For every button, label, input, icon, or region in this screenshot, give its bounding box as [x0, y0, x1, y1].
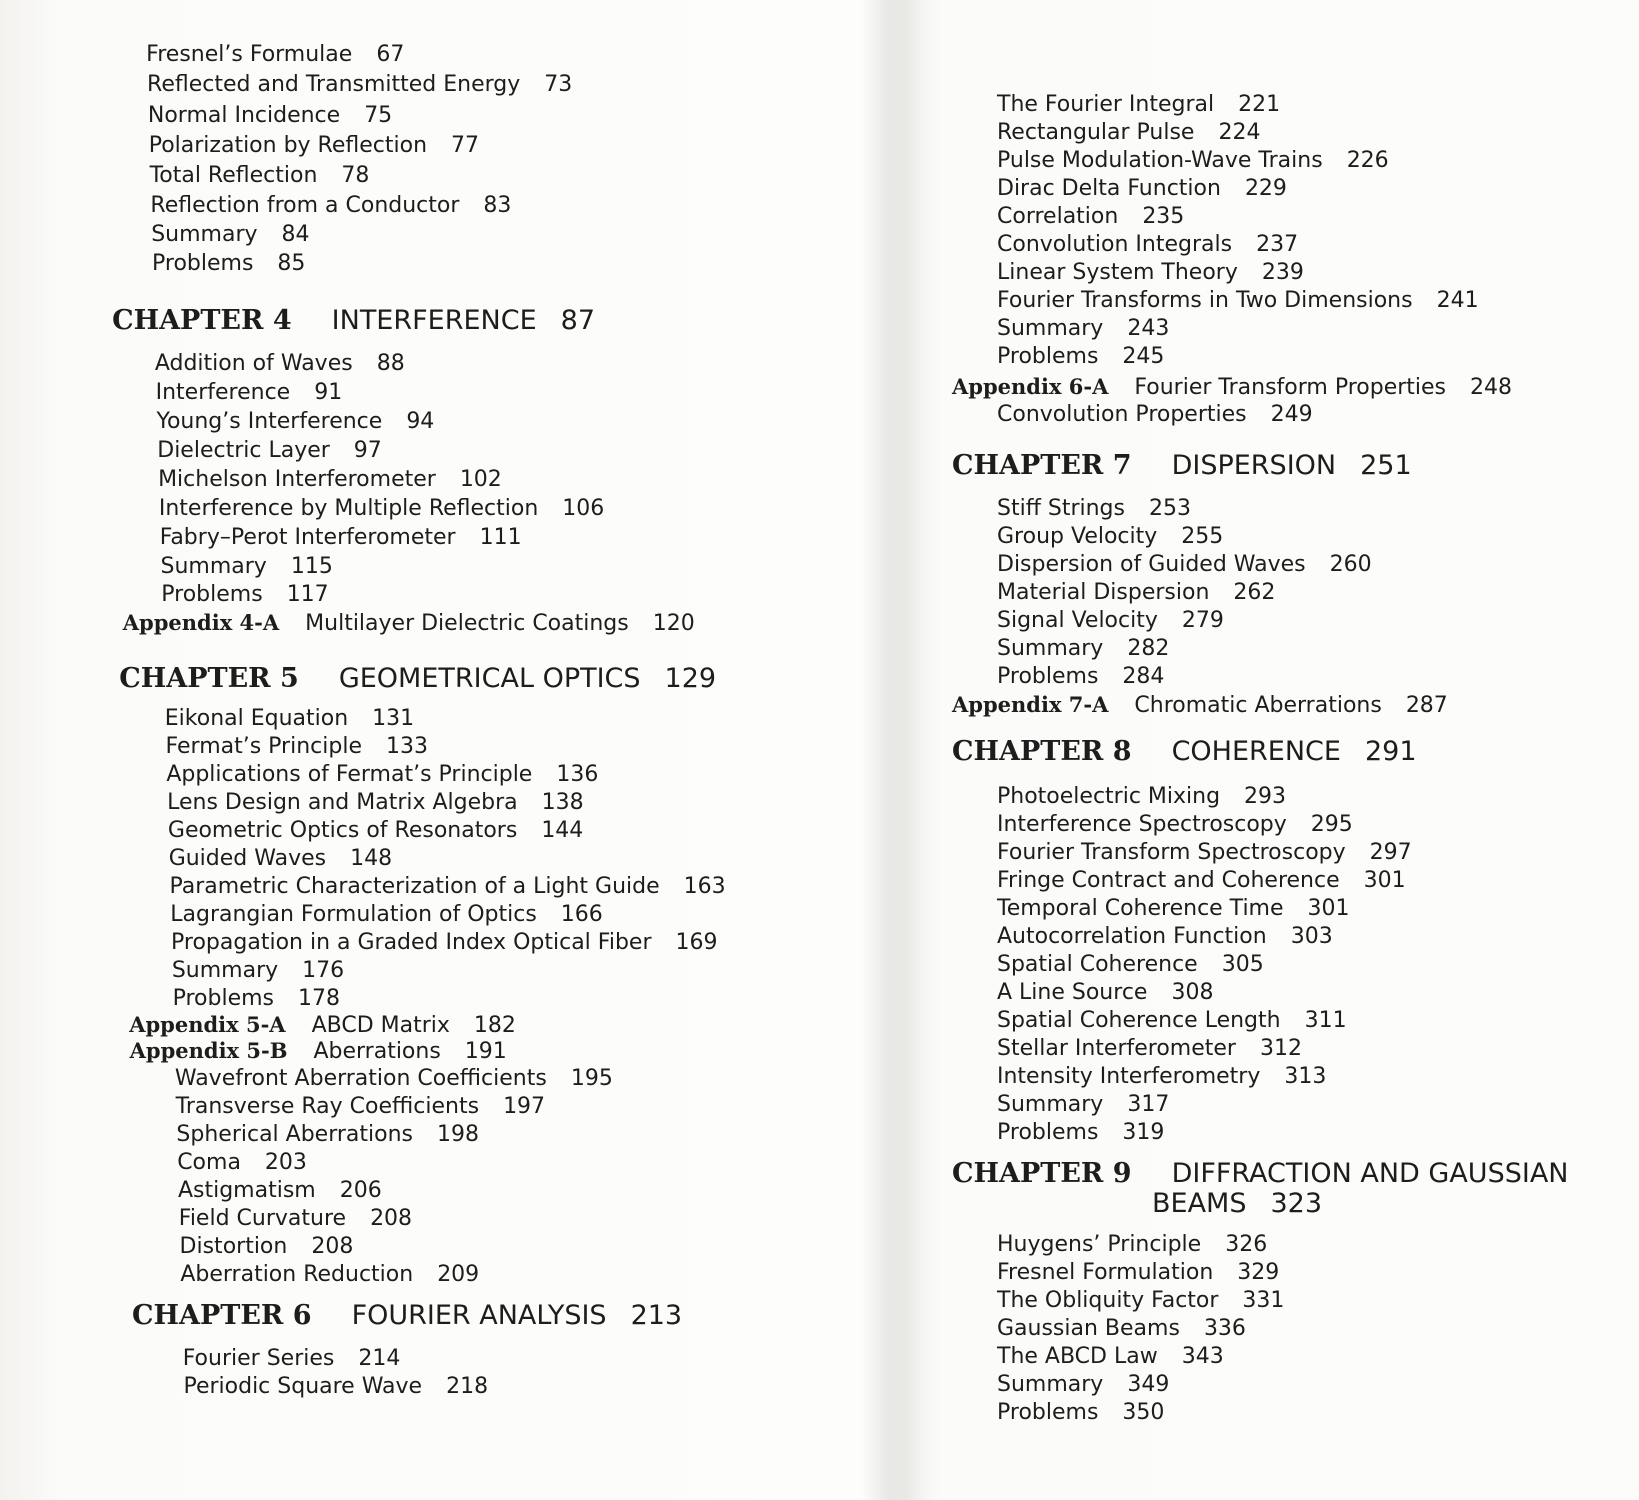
entry-title: Rectangular Pulse: [997, 120, 1195, 145]
entry-title: Young’s Interference: [156, 409, 383, 434]
toc-entry: [147, 72, 572, 97]
toc-entry: [156, 380, 343, 405]
toc-entry: [997, 232, 1298, 257]
entry-title: Stellar Interferometer: [997, 1036, 1236, 1061]
entry-title: Problems: [997, 1120, 1099, 1145]
toc-entry: [170, 902, 603, 927]
toc-entry: [997, 896, 1350, 921]
toc-entry: [997, 952, 1264, 977]
entry-page-number: 131: [372, 706, 415, 731]
entry-title: Gaussian Beams: [997, 1316, 1180, 1341]
entry-page-number: 301: [1307, 896, 1350, 921]
chapter-heading-chapter-9: [952, 1158, 1568, 1189]
toc-entry: [166, 762, 598, 787]
chapter-label: CHAPTER 8: [952, 736, 1132, 767]
entry-title: Guided Waves: [168, 846, 327, 871]
chapter-heading-chapter-6: [132, 1300, 682, 1331]
entry-page-number: 85: [277, 251, 306, 276]
toc-entry: [997, 496, 1191, 521]
entry-page-number: 245: [1122, 344, 1165, 369]
entry-title: Problems: [997, 664, 1099, 689]
toc-entry: [997, 344, 1164, 369]
entry-page-number: 144: [541, 818, 584, 843]
entry-title: Fresnel Formulation: [997, 1260, 1214, 1285]
chapter-label: CHAPTER 4: [112, 305, 292, 336]
entry-title: Eikonal Equation: [164, 706, 349, 731]
entry-title: Fourier Series: [182, 1346, 335, 1371]
toc-entry: [997, 148, 1389, 173]
entry-title: Problems: [997, 344, 1099, 369]
toc-entry: [169, 846, 392, 871]
appendix-label: Appendix 5-B: [129, 1038, 288, 1063]
entry-page-number: 94: [406, 409, 435, 434]
entry-page-number: 209: [437, 1262, 480, 1287]
toc-entry: [997, 924, 1333, 949]
entry-page-number: 218: [446, 1374, 489, 1399]
entry-title: Summary: [997, 1092, 1104, 1117]
entry-page-number: 206: [339, 1178, 382, 1203]
toc-entry: [997, 812, 1353, 837]
toc-entry: [180, 1234, 354, 1259]
toc-entry: [150, 193, 511, 218]
appendix-page-number: 120: [652, 611, 695, 636]
entry-title: Fresnel’s Formulae: [146, 42, 353, 67]
entry-title: Lagrangian Formulation of Optics: [170, 902, 537, 927]
entry-title: Summary: [997, 636, 1104, 661]
chapter-heading-chapter-5: [119, 663, 716, 694]
entry-page-number: 293: [1244, 784, 1287, 809]
toc-entry: [161, 582, 328, 607]
toc-entry: [997, 1064, 1326, 1089]
entry-title: Dispersion of Guided Waves: [997, 552, 1306, 577]
chapter-heading-chapter-8: [952, 736, 1417, 767]
entry-title: Problems: [161, 582, 263, 607]
toc-entry: [997, 840, 1412, 865]
toc-entry: [158, 467, 502, 492]
entry-page-number: 284: [1122, 664, 1165, 689]
entry-page-number: 301: [1363, 868, 1406, 893]
chapter-title-continuation: [1152, 1188, 1322, 1219]
toc-entry: [997, 524, 1223, 549]
entry-page-number: 326: [1225, 1232, 1268, 1257]
toc-entry: [161, 554, 333, 579]
entry-page-number: 67: [376, 42, 405, 67]
appendix-title: ABCD Matrix: [311, 1013, 450, 1038]
appendix-page-number: 287: [1405, 693, 1448, 718]
toc-entry: [155, 351, 405, 376]
toc-entry: [159, 496, 604, 521]
toc-entry: [183, 1346, 401, 1371]
toc-entry: [997, 1008, 1347, 1033]
toc-entry: [157, 438, 382, 463]
chapter-page-number: 251: [1360, 450, 1412, 481]
entry-page-number: 138: [541, 790, 584, 815]
entry-page-number: 221: [1238, 92, 1281, 117]
entry-title: Signal Velocity: [997, 608, 1158, 633]
entry-title: Geometric Optics of Resonators: [167, 818, 518, 843]
toc-entry: [156, 409, 434, 434]
toc-entry: [146, 42, 404, 67]
entry-title: Fourier Transform Spectroscopy: [997, 840, 1346, 865]
entry-title: Problems: [172, 986, 274, 1011]
toc-entry: [179, 1206, 412, 1231]
appendix-page-number: 182: [473, 1013, 516, 1038]
chapter-page-number: 213: [630, 1300, 683, 1331]
chapter-title: COHERENCE: [1171, 736, 1341, 767]
chapter-label: CHAPTER 5: [119, 663, 299, 694]
toc-entry: [175, 1066, 613, 1091]
entry-title: Parametric Characterization of a Light Guide: [169, 874, 660, 899]
entry-title: Spatial Coherence: [997, 952, 1198, 977]
toc-entry: [997, 868, 1406, 893]
toc-entry: [997, 402, 1313, 427]
entry-page-number: 148: [350, 846, 393, 871]
entry-title: Periodic Square Wave: [183, 1374, 423, 1399]
entry-title: Intensity Interferometry: [997, 1064, 1261, 1089]
chapter-label: CHAPTER 6: [132, 1300, 312, 1331]
entry-title: Lens Design and Matrix Algebra: [167, 790, 518, 815]
appendix-title: Fourier Transform Properties: [1134, 375, 1447, 400]
entry-title: Polarization by Reflection: [148, 133, 428, 158]
entry-page-number: 214: [358, 1346, 401, 1371]
entry-title: Distortion: [179, 1234, 288, 1259]
entry-page-number: 208: [370, 1206, 413, 1231]
chapter-page-number: 291: [1364, 736, 1417, 767]
appendix-entry-appendix-5-a: [129, 1012, 516, 1038]
chapter-page-number: 87: [560, 305, 596, 336]
entry-page-number: 102: [459, 467, 502, 492]
appendix-title: Multilayer Dielectric Coatings: [305, 611, 629, 636]
toc-entry: [997, 552, 1372, 577]
entry-page-number: 253: [1148, 496, 1191, 521]
entry-title: Temporal Coherence Time: [997, 896, 1284, 921]
chapter-title: INTERFERENCE: [331, 305, 537, 336]
toc-entry: [172, 958, 344, 983]
entry-title: Correlation: [997, 204, 1119, 229]
entry-page-number: 83: [483, 193, 512, 218]
entry-page-number: 115: [290, 554, 333, 579]
chapter-title: DIFFRACTION AND GAUSSIAN: [1171, 1158, 1569, 1189]
appendix-label: Appendix 5-A: [129, 1012, 286, 1037]
entry-page-number: 262: [1233, 580, 1276, 605]
toc-entry: [165, 706, 414, 731]
entry-title: Photoelectric Mixing: [997, 784, 1221, 809]
appendix-label: Appendix 6-A: [952, 374, 1109, 399]
chapter-title: GEOMETRICAL OPTICS: [338, 663, 641, 694]
entry-title: Dirac Delta Function: [997, 176, 1221, 201]
entry-page-number: 97: [353, 438, 382, 463]
toc-entry: [997, 608, 1224, 633]
entry-title: Summary: [997, 1372, 1104, 1397]
entry-page-number: 226: [1346, 148, 1389, 173]
entry-page-number: 208: [311, 1234, 354, 1259]
entry-page-number: 243: [1127, 316, 1170, 341]
toc-entry: [997, 1316, 1246, 1341]
entry-title: Spatial Coherence Length: [997, 1008, 1281, 1033]
entry-title: Problems: [152, 251, 254, 276]
entry-title: Aberration Reduction: [180, 1262, 414, 1287]
entry-title: Dielectric Layer: [157, 438, 330, 463]
toc-entry: [997, 260, 1304, 285]
entry-page-number: 224: [1218, 120, 1261, 145]
toc-entry: [997, 1036, 1302, 1061]
toc-entry: [997, 664, 1164, 689]
entry-page-number: 312: [1259, 1036, 1302, 1061]
appendix-entry-appendix-5-b: [130, 1038, 507, 1064]
entry-page-number: 198: [437, 1122, 479, 1147]
entry-page-number: 163: [683, 874, 726, 899]
book-gutter-shadow: [862, 0, 922, 1500]
entry-title: Applications of Fermat’s Principle: [166, 762, 533, 787]
entry-title: Fringe Contract and Coherence: [997, 868, 1340, 893]
entry-title: Material Dispersion: [997, 580, 1210, 605]
entry-page-number: 178: [298, 986, 340, 1011]
entry-page-number: 197: [503, 1094, 546, 1119]
toc-entry: [997, 288, 1479, 313]
entry-page-number: 166: [560, 902, 603, 927]
appendix-label: Appendix 4-A: [122, 610, 280, 635]
toc-entry: [149, 133, 479, 158]
entry-title: Autocorrelation Function: [997, 924, 1267, 949]
entry-page-number: 336: [1203, 1316, 1246, 1341]
entry-title: Interference Spectroscopy: [997, 812, 1287, 837]
toc-entry: [997, 1344, 1224, 1369]
chapter-label: CHAPTER 9: [952, 1158, 1132, 1189]
entry-title: Fermat’s Principle: [165, 734, 362, 759]
toc-entry: [180, 1262, 479, 1287]
appendix-page-number: 248: [1470, 375, 1513, 400]
entry-title: Astigmatism: [177, 1178, 316, 1203]
toc-entry: [997, 1400, 1164, 1425]
entry-page-number: 136: [556, 762, 599, 787]
entry-page-number: 235: [1142, 204, 1185, 229]
entry-page-number: 282: [1127, 636, 1170, 661]
appendix-entry-appendix-4-a: [123, 610, 695, 636]
entry-page-number: 349: [1127, 1372, 1170, 1397]
entry-title: Problems: [997, 1400, 1099, 1425]
toc-entry: [997, 580, 1275, 605]
appendix-label: Appendix 7-A: [952, 692, 1109, 717]
entry-page-number: 84: [281, 222, 310, 247]
entry-page-number: 73: [544, 72, 573, 97]
entry-title: Group Velocity: [997, 524, 1158, 549]
entry-title: Propagation in a Graded Index Optical Fiber: [171, 930, 652, 955]
entry-title: Reflection from a Conductor: [150, 193, 460, 218]
entry-page-number: 303: [1290, 924, 1333, 949]
entry-page-number: 279: [1181, 608, 1224, 633]
toc-entry: [167, 790, 584, 815]
entry-title: The ABCD Law: [997, 1344, 1158, 1369]
entry-title: Huygens’ Principle: [997, 1232, 1202, 1257]
toc-entry: [183, 1374, 488, 1399]
toc-entry: [171, 930, 717, 955]
toc-entry: [169, 874, 725, 899]
entry-page-number: 319: [1122, 1120, 1165, 1145]
entry-title: The Fourier Integral: [997, 92, 1215, 117]
toc-entry: [997, 636, 1169, 661]
entry-page-number: 176: [302, 958, 345, 983]
entry-title: Summary: [160, 554, 267, 579]
toc-entry: [997, 204, 1184, 229]
entry-page-number: 77: [451, 133, 480, 158]
entry-title: Reflected and Transmitted Energy: [147, 72, 521, 97]
toc-entry: [997, 1372, 1169, 1397]
appendix-page-number: 191: [464, 1039, 507, 1064]
toc-entry: [168, 818, 583, 843]
chapter-heading-chapter-7: [952, 450, 1412, 481]
entry-page-number: 78: [341, 163, 370, 188]
toc-entry: [160, 525, 522, 550]
toc-entry: [997, 1260, 1279, 1285]
entry-page-number: 313: [1284, 1064, 1327, 1089]
entry-page-number: 255: [1181, 524, 1224, 549]
entry-title: Convolution Properties: [997, 402, 1247, 427]
entry-page-number: 297: [1369, 840, 1412, 865]
entry-page-number: 317: [1127, 1092, 1170, 1117]
entry-title: Coma: [177, 1150, 241, 1175]
entry-page-number: 106: [562, 496, 605, 521]
entry-page-number: 91: [314, 380, 343, 405]
entry-title: Addition of Waves: [154, 351, 353, 376]
entry-title: Transverse Ray Coefficients: [175, 1094, 480, 1119]
entry-page-number: 311: [1304, 1008, 1347, 1033]
entry-page-number: 305: [1221, 952, 1264, 977]
entry-title: Summary: [151, 222, 258, 247]
entry-title: Pulse Modulation-Wave Trains: [997, 148, 1323, 173]
toc-entry: [997, 784, 1286, 809]
entry-page-number: 331: [1242, 1288, 1285, 1313]
entry-title: The Obliquity Factor: [997, 1288, 1219, 1313]
toc-entry: [997, 1092, 1169, 1117]
entry-title: Wavefront Aberration Coefficients: [174, 1066, 547, 1091]
entry-page-number: 237: [1256, 232, 1299, 257]
toc-entry: [997, 1288, 1284, 1313]
toc-entry: [150, 163, 370, 188]
entry-title: Interference by Multiple Reflection: [158, 496, 539, 521]
chapter-title: FOURIER ANALYSIS: [351, 1300, 607, 1331]
toc-entry: [997, 1232, 1267, 1257]
entry-title: Convolution Integrals: [997, 232, 1233, 257]
toc-entry: [176, 1094, 545, 1119]
entry-page-number: 241: [1436, 288, 1479, 313]
chapter-heading-chapter-4: [112, 305, 595, 336]
entry-title: Spherical Aberrations: [176, 1122, 413, 1147]
entry-title: Fourier Transforms in Two Dimensions: [997, 288, 1413, 313]
toc-entry: [997, 1120, 1164, 1145]
entry-page-number: 260: [1329, 552, 1372, 577]
chapter-page-number: 323: [1270, 1188, 1323, 1219]
entry-page-number: 249: [1270, 402, 1313, 427]
toc-entry: [997, 316, 1169, 341]
entry-title: Interference: [155, 380, 291, 405]
entry-page-number: 239: [1261, 260, 1304, 285]
entry-title: A Line Source: [997, 980, 1148, 1005]
entry-title: Michelson Interferometer: [158, 467, 436, 492]
entry-title: Fabry–Perot Interferometer: [159, 525, 456, 550]
toc-entry: [176, 1122, 479, 1147]
toc-entry: [151, 222, 309, 247]
toc-entry: [997, 176, 1287, 201]
toc-entry: [997, 980, 1213, 1005]
toc-entry: [152, 251, 305, 276]
entry-title: Linear System Theory: [997, 260, 1238, 285]
entry-page-number: 308: [1171, 980, 1214, 1005]
entry-title: Total Reflection: [149, 163, 318, 188]
entry-page-number: 295: [1310, 812, 1353, 837]
entry-title: Normal Incidence: [147, 103, 341, 128]
entry-page-number: 88: [376, 351, 405, 376]
entry-page-number: 133: [385, 734, 428, 759]
entry-title: Summary: [997, 316, 1104, 341]
entry-page-number: 75: [364, 103, 393, 128]
toc-entry: [166, 734, 428, 759]
entry-title: Field Curvature: [178, 1206, 347, 1231]
toc-entry: [178, 1178, 382, 1203]
toc-entry: [177, 1150, 307, 1175]
entry-page-number: 169: [675, 930, 718, 955]
appendix-entry-appendix-7-a: [952, 692, 1448, 718]
entry-page-number: 329: [1237, 1260, 1280, 1285]
chapter-label: CHAPTER 7: [952, 450, 1132, 481]
entry-page-number: 350: [1122, 1400, 1165, 1425]
chapter-title: BEAMS: [1152, 1188, 1247, 1219]
toc-entry: [997, 92, 1280, 117]
entry-page-number: 343: [1181, 1344, 1224, 1369]
entry-title: Summary: [171, 958, 279, 983]
toc-entry: [148, 103, 392, 128]
entry-page-number: 203: [264, 1150, 307, 1175]
appendix-title: Chromatic Aberrations: [1134, 693, 1382, 718]
entry-title: Stiff Strings: [997, 496, 1125, 521]
entry-page-number: 229: [1244, 176, 1287, 201]
appendix-entry-appendix-6-a: [952, 374, 1512, 400]
entry-page-number: 117: [286, 582, 329, 607]
chapter-page-number: 129: [664, 663, 717, 694]
entry-page-number: 111: [479, 525, 522, 550]
toc-entry: [173, 986, 340, 1011]
entry-page-number: 195: [570, 1066, 613, 1091]
toc-entry: [997, 120, 1260, 145]
chapter-title: DISPERSION: [1171, 450, 1337, 481]
appendix-title: Aberrations: [313, 1039, 441, 1064]
